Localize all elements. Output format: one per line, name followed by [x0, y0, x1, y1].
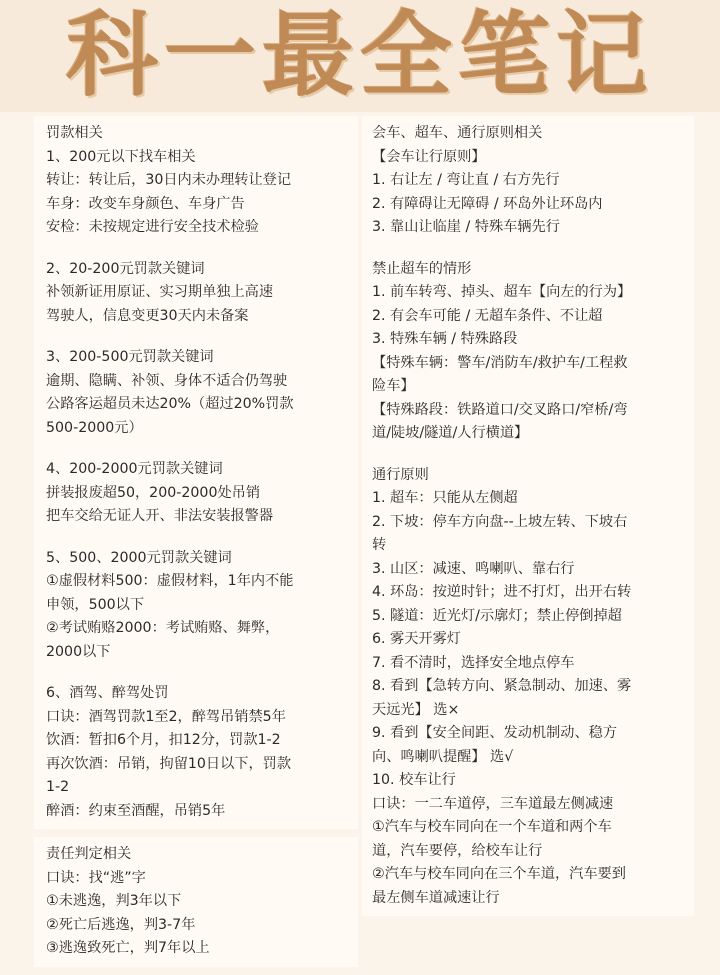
spacer: [372, 240, 684, 258]
spacer: [46, 529, 348, 547]
note-line: 口诀：找“逃”字: [46, 869, 146, 886]
note-line: 天远光】 选×: [372, 701, 460, 718]
note-line: 驾驶人，信息变更30天内未备案: [46, 307, 249, 324]
note-line: 5、500、2000元罚款关键词: [46, 549, 232, 566]
note-line: 【特殊车辆：警车/消防车/救护车/工程救: [372, 354, 628, 371]
note-line: 公路客运超员未达20%（超过20%罚款: [46, 396, 294, 412]
note-line: 把车交给无证人开、非法安装报警器: [46, 508, 274, 524]
note-line: 补领新证用原证、实习期单独上高速: [46, 284, 274, 300]
note-line: 口诀：一二车道停，三车道最左侧减速: [372, 795, 614, 812]
spacer: [46, 440, 348, 458]
note-line: 会车、超车、通行原则相关: [372, 125, 543, 141]
note-line: 车身：改变车身颜色、车身广告: [46, 195, 245, 212]
note-line: 8. 看到【急转方向、紧急制动、加速、雾: [372, 678, 632, 694]
note-line: 安检：未按规定进行安全技术检验: [46, 219, 259, 235]
spacer: [46, 664, 348, 682]
note-line: ③逃逸致死亡，判7年以上: [46, 940, 210, 956]
note-line: 饮酒：暂扣6个月，扣12分，罚款1-2: [46, 732, 281, 748]
note-line: 通行原则: [372, 466, 429, 483]
note-line: 禁止超车的情形: [372, 260, 472, 277]
note-line: 1-2: [46, 779, 70, 795]
note-line: 拼装报废超50，200-2000处吊销: [46, 484, 261, 501]
note-line: 1. 右让左 / 弯让直 / 右方先行: [372, 172, 560, 188]
spacer: [372, 446, 684, 464]
note-line: 6. 雾天开雾灯: [372, 631, 461, 647]
page-title: 科一最全笔记: [65, 2, 654, 109]
left-column: [34, 116, 358, 975]
note-line: 逾期、隐瞒、补领、身体不适合仍驾驶: [46, 372, 288, 389]
right-column: [362, 116, 694, 924]
note-line: 4、200-2000元罚款关键词: [46, 461, 223, 477]
liability-section: [34, 837, 358, 967]
note-line: 1. 超车：只能从左侧超: [372, 490, 518, 506]
note-line: 3. 山区：减速、鸣喇叭、靠右行: [372, 560, 575, 577]
note-line: 3、200-500元罚款关键词: [46, 349, 214, 365]
title-banner: [0, 0, 720, 112]
note-line: 1、200元以下找车相关: [46, 148, 196, 165]
note-line: ①虚假材料500：虚假材料，1年内不能: [46, 573, 294, 589]
note-line: 道，汽车要停，给校车让行: [372, 842, 543, 859]
note-line: 2. 有障碍让无障碍 / 环岛外让环岛内: [372, 195, 603, 212]
note-line: 转让：转让后，30日内未办理转让登记: [46, 172, 292, 188]
note-line: 2. 下坡：停车方向盘--上坡左转、下坡右: [372, 513, 628, 530]
note-line: 申领，500以下: [46, 596, 145, 613]
passing-rules-section: [362, 116, 694, 916]
note-line: 3. 靠山让临崖 / 特殊车辆先行: [372, 219, 560, 235]
notes-page: [34, 116, 694, 956]
note-line: 道/陡坡/隧道/人行横道】: [372, 425, 529, 441]
note-line: 2、20-200元罚款关键词: [46, 260, 205, 277]
note-line: ②汽车与校车同向在三个车道，汽车要到: [372, 866, 626, 882]
note-line: 2. 有会车可能 / 无超车条件、不让超: [372, 307, 603, 324]
note-line: 最左侧车道减速让行: [372, 889, 500, 906]
spacer: [46, 328, 348, 346]
fines-section: [34, 116, 358, 829]
note-line: 醉酒：约束至酒醒，吊销5年: [46, 802, 226, 819]
note-line: 【特殊路段：铁路道口/交叉路口/窄桥/弯: [372, 401, 628, 418]
note-line: 罚款相关: [46, 125, 103, 141]
spacer: [46, 240, 348, 258]
note-line: 2000以下: [46, 643, 111, 660]
note-line: 9. 看到【安全间距、发动机制动、稳方: [372, 725, 618, 741]
note-line: 3. 特殊车辆 / 特殊路段: [372, 331, 518, 347]
note-line: 险车】: [372, 378, 415, 394]
note-line: 1. 前车转弯、掉头、超车【向左的行为】: [372, 284, 632, 300]
note-line: ②考试贿赂2000：考试贿赂、舞弊，: [46, 620, 280, 636]
note-line: 5. 隧道：近光灯/示廓灯；禁止停倒掉超: [372, 607, 622, 624]
note-line: ①汽车与校车同向在一个车道和两个车: [372, 819, 612, 835]
note-line: 【会车让行原则】: [372, 148, 486, 165]
note-line: 再次饮酒：吊销，拘留10日以下，罚款: [46, 755, 292, 772]
note-line: 500-2000元）: [46, 419, 143, 436]
note-line: 4. 环岛：按逆时针；进不打灯，出开右转: [372, 584, 632, 600]
note-line: 责任判定相关: [46, 846, 132, 862]
note-line: 向、鸣喇叭提醒】 选√: [372, 748, 514, 765]
note-line: 转: [372, 537, 387, 553]
note-line: 10. 校车让行: [372, 772, 456, 788]
note-line: ②死亡后逃逸，判3-7年: [46, 916, 196, 933]
note-line: 6、酒驾、醉驾处罚: [46, 685, 169, 701]
note-line: 7. 看不清时，选择安全地点停车: [372, 654, 575, 671]
note-line: ①未逃逸，判3年以下: [46, 893, 182, 909]
note-line: 口诀：酒驾罚款1至2，醉驾吊销禁5年: [46, 708, 286, 725]
